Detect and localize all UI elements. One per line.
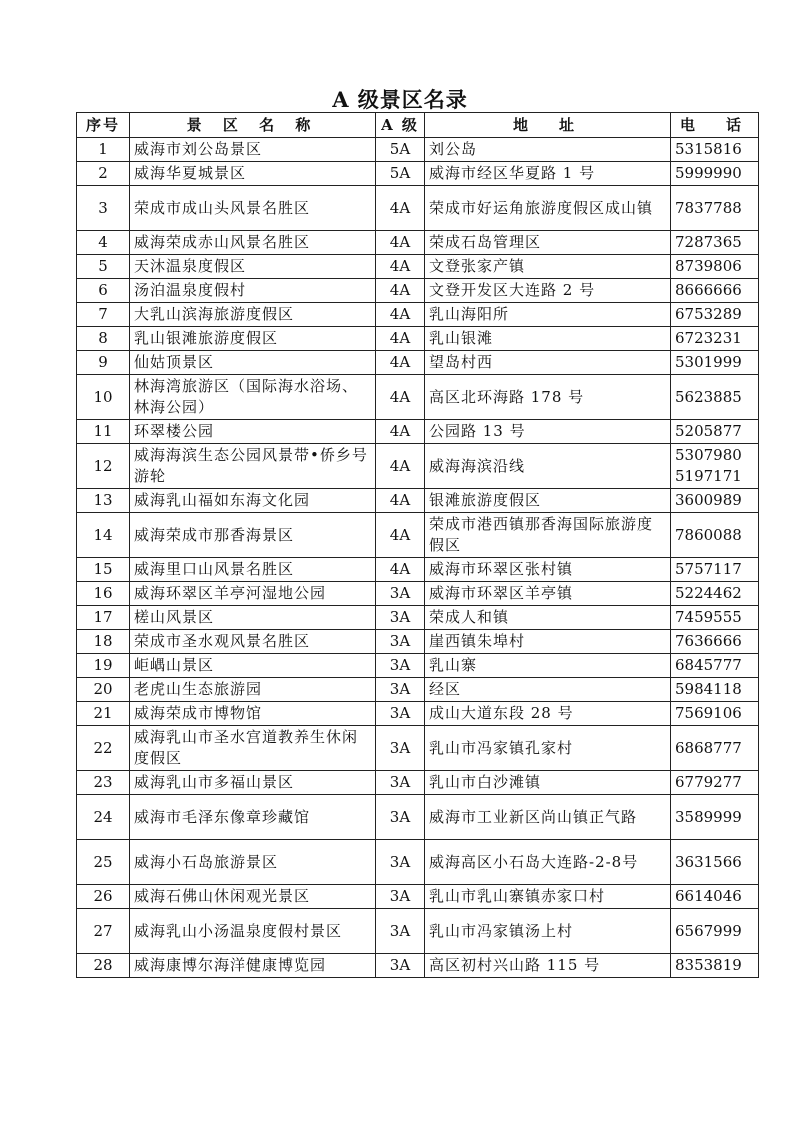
scenic-area-address: 威海海滨沿线	[425, 444, 671, 489]
scenic-area-phone	[671, 444, 759, 489]
scenic-area-phone	[671, 303, 759, 327]
phone-number: 3600989	[675, 491, 742, 509]
scenic-area-name: 岠嵎山景区	[130, 654, 376, 678]
scenic-area-name: 威海海滨生态公园风景带•侨乡号游轮	[130, 444, 376, 489]
scenic-area-address: 威海市环翠区羊亭镇	[425, 582, 671, 606]
scenic-area-level: 3A	[376, 630, 425, 654]
scenic-area-name: 威海乳山市多福山景区	[130, 771, 376, 795]
scenic-area-name: 威海乳山小汤温泉度假村景区	[130, 909, 376, 954]
scenic-area-phone	[671, 489, 759, 513]
phone-number: 7287365	[675, 233, 742, 251]
table-row	[77, 771, 759, 795]
scenic-area-level: 4A	[376, 558, 425, 582]
row-index: 9	[77, 351, 130, 375]
scenic-area-name: 威海荣成市博物馆	[130, 702, 376, 726]
scenic-area-address: 乳山寨	[425, 654, 671, 678]
scenic-area-level: 4A	[376, 513, 425, 558]
scenic-area-name: 荣成市成山头风景名胜区	[130, 186, 376, 231]
scenic-area-phone	[671, 327, 759, 351]
phone-number: 7459555	[675, 608, 742, 626]
scenic-area-address: 荣成石岛管理区	[425, 231, 671, 255]
scenic-area-level: 3A	[376, 840, 425, 885]
scenic-area-level: 3A	[376, 954, 425, 978]
phone-number: 5205877	[675, 422, 742, 440]
phone-number: 5307980	[675, 446, 742, 464]
row-index: 17	[77, 606, 130, 630]
table-row	[77, 558, 759, 582]
table-row	[77, 186, 759, 231]
table-row	[77, 582, 759, 606]
scenic-area-level: 3A	[376, 909, 425, 954]
table-row	[77, 954, 759, 978]
table-header-row	[77, 113, 759, 138]
scenic-area-level: 5A	[376, 138, 425, 162]
table-row	[77, 489, 759, 513]
scenic-area-address: 威海市环翠区张村镇	[425, 558, 671, 582]
scenic-area-name: 老虎山生态旅游园	[130, 678, 376, 702]
scenic-area-name: 威海小石岛旅游景区	[130, 840, 376, 885]
scenic-area-name: 乳山银滩旅游度假区	[130, 327, 376, 351]
table-row	[77, 909, 759, 954]
table-row	[77, 375, 759, 420]
phone-number: 6567999	[675, 921, 742, 940]
phone-number: 5224462	[675, 584, 742, 602]
row-index: 25	[77, 840, 130, 885]
header-index: 序号	[77, 113, 130, 138]
scenic-area-name: 威海荣成市那香海景区	[130, 513, 376, 558]
scenic-area-level: 3A	[376, 771, 425, 795]
scenic-area-address: 乳山海阳所	[425, 303, 671, 327]
table-row	[77, 726, 759, 771]
table-row	[77, 513, 759, 558]
row-index: 8	[77, 327, 130, 351]
scenic-area-address: 威海市工业新区尚山镇正气路	[425, 795, 671, 840]
scenic-area-phone	[671, 279, 759, 303]
table-row	[77, 840, 759, 885]
table-row	[77, 255, 759, 279]
scenic-area-name: 林海湾旅游区（国际海水浴场、林海公园）	[130, 375, 376, 420]
phone-number: 3589999	[675, 807, 742, 826]
row-index: 19	[77, 654, 130, 678]
scenic-area-address: 文登开发区大连路 2 号	[425, 279, 671, 303]
phone-number: 3631566	[675, 852, 742, 871]
scenic-area-phone	[671, 420, 759, 444]
table-row	[77, 630, 759, 654]
scenic-area-address: 荣成人和镇	[425, 606, 671, 630]
phone-number: 6868777	[675, 738, 742, 757]
scenic-area-phone	[671, 606, 759, 630]
phone-number: 7569106	[675, 704, 742, 722]
row-index: 7	[77, 303, 130, 327]
phone-number: 8739806	[675, 257, 742, 275]
scenic-area-level: 3A	[376, 702, 425, 726]
row-index: 23	[77, 771, 130, 795]
table-row	[77, 702, 759, 726]
scenic-area-level: 4A	[376, 351, 425, 375]
scenic-area-name: 威海华夏城景区	[130, 162, 376, 186]
scenic-area-level: 4A	[376, 186, 425, 231]
phone-number: 5999990	[675, 164, 742, 182]
scenic-area-level: 4A	[376, 444, 425, 489]
phone-number: 7837788	[675, 198, 742, 217]
table-row	[77, 231, 759, 255]
scenic-area-level: 4A	[376, 231, 425, 255]
phone-number: 5757117	[675, 560, 742, 578]
scenic-area-address: 刘公岛	[425, 138, 671, 162]
phone-number: 8666666	[675, 281, 742, 299]
table-row	[77, 162, 759, 186]
scenic-area-phone	[671, 375, 759, 420]
phone-number: 5315816	[675, 140, 742, 158]
table-row	[77, 138, 759, 162]
row-index: 21	[77, 702, 130, 726]
scenic-area-level: 4A	[376, 303, 425, 327]
row-index: 2	[77, 162, 130, 186]
table-row	[77, 654, 759, 678]
row-index: 4	[77, 231, 130, 255]
scenic-area-address: 望岛村西	[425, 351, 671, 375]
table-row	[77, 606, 759, 630]
scenic-area-address: 经区	[425, 678, 671, 702]
header-name: 景 区 名 称	[130, 113, 376, 138]
scenic-area-level: 3A	[376, 654, 425, 678]
scenic-area-level: 5A	[376, 162, 425, 186]
row-index: 16	[77, 582, 130, 606]
scenic-area-address: 乳山市白沙滩镇	[425, 771, 671, 795]
scenic-area-name: 大乳山滨海旅游度假区	[130, 303, 376, 327]
scenic-area-name: 槎山风景区	[130, 606, 376, 630]
phone-number: 7636666	[675, 632, 742, 650]
header-level: A 级	[376, 113, 425, 138]
scenic-area-level: 4A	[376, 279, 425, 303]
scenic-area-phone	[671, 162, 759, 186]
scenic-area-name: 威海里口山风景名胜区	[130, 558, 376, 582]
scenic-area-phone	[671, 726, 759, 771]
row-index: 20	[77, 678, 130, 702]
row-index: 14	[77, 513, 130, 558]
table-row	[77, 279, 759, 303]
scenic-area-phone	[671, 840, 759, 885]
scenic-area-address: 乳山银滩	[425, 327, 671, 351]
scenic-area-phone	[671, 654, 759, 678]
scenic-area-name: 威海乳山市圣水宫道教养生休闲度假区	[130, 726, 376, 771]
row-index: 5	[77, 255, 130, 279]
scenic-area-name: 汤泊温泉度假村	[130, 279, 376, 303]
table-row	[77, 678, 759, 702]
row-index: 10	[77, 375, 130, 420]
row-index: 27	[77, 909, 130, 954]
table-row	[77, 351, 759, 375]
header-address: 地 址	[425, 113, 671, 138]
row-index: 26	[77, 885, 130, 909]
row-index: 24	[77, 795, 130, 840]
phone-number: 5301999	[675, 353, 742, 371]
row-index: 6	[77, 279, 130, 303]
scenic-area-address: 银滩旅游度假区	[425, 489, 671, 513]
scenic-area-phone	[671, 351, 759, 375]
phone-number: 6614046	[675, 887, 742, 905]
scenic-area-level: 4A	[376, 255, 425, 279]
scenic-area-phone	[671, 954, 759, 978]
phone-number: 6723231	[675, 329, 742, 347]
row-index: 15	[77, 558, 130, 582]
scenic-area-name: 仙姑顶景区	[130, 351, 376, 375]
scenic-area-address: 威海市经区华夏路 1 号	[425, 162, 671, 186]
scenic-area-phone	[671, 702, 759, 726]
scenic-area-name: 威海荣成赤山风景名胜区	[130, 231, 376, 255]
scenic-area-address: 荣成市好运角旅游度假区成山镇	[425, 186, 671, 231]
row-index: 13	[77, 489, 130, 513]
scenic-area-level: 4A	[376, 420, 425, 444]
table-row	[77, 885, 759, 909]
phone-number: 5623885	[675, 387, 742, 406]
table-row	[77, 303, 759, 327]
scenic-area-level: 3A	[376, 885, 425, 909]
table-body	[77, 138, 759, 978]
scenic-area-level: 3A	[376, 726, 425, 771]
scenic-area-phone	[671, 630, 759, 654]
scenic-area-address: 公园路 13 号	[425, 420, 671, 444]
scenic-area-level: 4A	[376, 375, 425, 420]
row-index: 1	[77, 138, 130, 162]
scenic-area-phone	[671, 885, 759, 909]
scenic-area-name: 威海环翠区羊亭河湿地公园	[130, 582, 376, 606]
scenic-area-level: 3A	[376, 582, 425, 606]
phone-number: 6753289	[675, 305, 742, 323]
scenic-area-phone	[671, 255, 759, 279]
scenic-area-address: 荣成市港西镇那香海国际旅游度假区	[425, 513, 671, 558]
table-row	[77, 444, 759, 489]
scenic-area-phone	[671, 513, 759, 558]
scenic-area-level: 3A	[376, 795, 425, 840]
scenic-area-phone	[671, 582, 759, 606]
scenic-area-name: 威海市刘公岛景区	[130, 138, 376, 162]
scenic-area-name: 威海康博尔海洋健康博览园	[130, 954, 376, 978]
row-index: 12	[77, 444, 130, 489]
scenic-area-address: 高区初村兴山路 115 号	[425, 954, 671, 978]
scenic-area-address: 威海高区小石岛大连路-2-8号	[425, 840, 671, 885]
scenic-area-phone	[671, 771, 759, 795]
scenic-area-name: 威海石佛山休闲观光景区	[130, 885, 376, 909]
table-row	[77, 327, 759, 351]
scenic-area-name: 天沐温泉度假区	[130, 255, 376, 279]
scenic-area-address: 乳山市乳山寨镇赤家口村	[425, 885, 671, 909]
page-title: A 级景区名录	[332, 87, 468, 112]
table-row	[77, 795, 759, 840]
row-index: 3	[77, 186, 130, 231]
phone-number: 8353819	[675, 956, 742, 974]
phone-number: 6845777	[675, 656, 742, 674]
scenic-area-name: 威海市毛泽东像章珍藏馆	[130, 795, 376, 840]
scenic-area-level: 4A	[376, 327, 425, 351]
scenic-area-level: 3A	[376, 606, 425, 630]
header-phone: 电 话	[671, 113, 759, 138]
scenic-area-phone	[671, 231, 759, 255]
scenic-area-address: 乳山市冯家镇汤上村	[425, 909, 671, 954]
phone-number: 5197171	[675, 467, 742, 485]
scenic-area-address: 成山大道东段 28 号	[425, 702, 671, 726]
scenic-area-phone	[671, 678, 759, 702]
phone-number: 6779277	[675, 773, 742, 791]
scenic-area-level: 3A	[376, 678, 425, 702]
scenic-area-address: 高区北环海路 178 号	[425, 375, 671, 420]
scenic-area-phone	[671, 138, 759, 162]
scenic-area-table	[76, 112, 759, 978]
row-index: 28	[77, 954, 130, 978]
scenic-area-name: 威海乳山福如东海文化园	[130, 489, 376, 513]
phone-number: 5984118	[675, 680, 742, 698]
scenic-area-phone	[671, 186, 759, 231]
scenic-area-phone	[671, 909, 759, 954]
phone-number: 7860088	[675, 525, 742, 544]
scenic-area-address: 乳山市冯家镇孔家村	[425, 726, 671, 771]
scenic-area-address: 文登张家产镇	[425, 255, 671, 279]
scenic-area-phone	[671, 795, 759, 840]
scenic-area-level: 4A	[376, 489, 425, 513]
scenic-area-phone	[671, 558, 759, 582]
table-row	[77, 420, 759, 444]
scenic-area-address: 崖西镇朱埠村	[425, 630, 671, 654]
row-index: 11	[77, 420, 130, 444]
scenic-area-name: 环翠楼公园	[130, 420, 376, 444]
row-index: 18	[77, 630, 130, 654]
scenic-area-name: 荣成市圣水观风景名胜区	[130, 630, 376, 654]
row-index: 22	[77, 726, 130, 771]
